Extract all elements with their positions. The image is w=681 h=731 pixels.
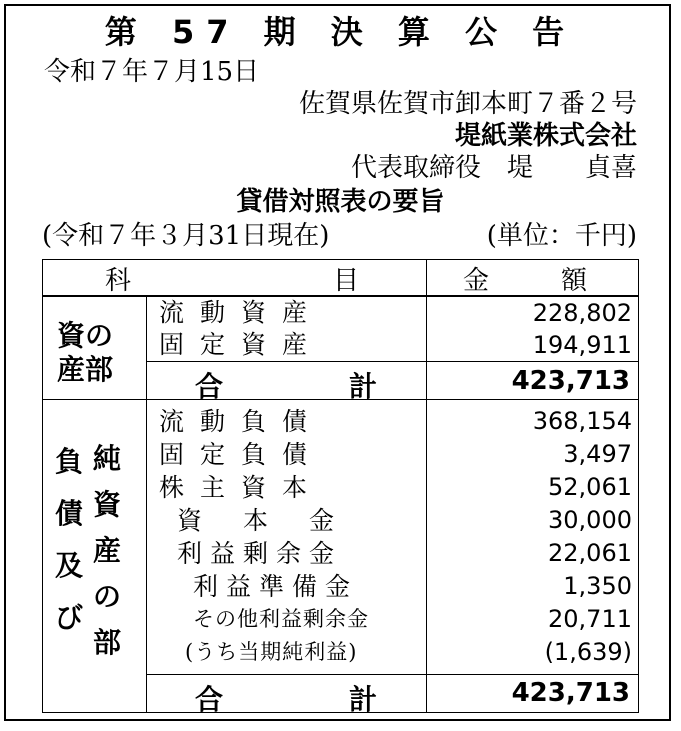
assets-total-left: 合 — [195, 370, 224, 404]
table-header-row — [43, 260, 639, 296]
liab-c2-0: 純 — [93, 442, 122, 476]
liab-c1-3: び — [55, 601, 84, 635]
liabilities-items — [147, 400, 427, 675]
liab-c1-1: 債 — [55, 497, 84, 531]
equity-item-capital: 資 本 金 — [177, 506, 343, 536]
liabilities-total-label — [147, 674, 427, 716]
assets-section-label — [43, 296, 147, 400]
liab-item-fixed: 固定負債 — [159, 440, 324, 470]
equity-item-shareholders: 株主資本 — [159, 473, 324, 503]
liab-c1-2: 及 — [55, 549, 84, 583]
notice-title: 第 57 期 決 算 公 告 — [104, 13, 577, 51]
liab-c2-2: 産 — [93, 534, 122, 568]
assets-total-label — [147, 362, 427, 404]
assets-total-value: 423,713 — [427, 362, 639, 400]
equity-item-legal-reserve: 利益準備金 — [193, 572, 359, 602]
equity-value-capital: 30,000 — [548, 506, 632, 535]
liabilities-rows — [43, 400, 639, 675]
equity-item-net-income: (うち当期純利益) — [185, 640, 358, 665]
equity-value-net-income: (1,639) — [544, 638, 632, 667]
equity-value-legal-reserve: 1,350 — [563, 572, 632, 601]
document-heading: 貸借対照表の要旨 — [236, 187, 445, 217]
liabilities-total-value: 423,713 — [427, 674, 639, 712]
assets-total-right: 計 — [349, 370, 378, 404]
equity-item-retained: 利益剰余金 — [177, 539, 343, 569]
liab-value-current: 368,154 — [532, 407, 632, 436]
assets-label-line1: 資の — [57, 318, 114, 352]
assets-values — [427, 296, 639, 362]
notice-date: 令和７年７月15日 — [44, 57, 260, 87]
liab-item-current: 流動負債 — [159, 407, 324, 437]
assets-item-fixed: 固定資産 — [159, 329, 324, 359]
liabilities-total-right: 計 — [349, 682, 378, 716]
liab-c2-3: の — [93, 580, 122, 614]
unit-note: (単位：千円) — [486, 221, 637, 251]
header-amount-right: 額 — [561, 266, 588, 297]
liabilities-total-left: 合 — [195, 682, 224, 716]
header-amount — [427, 260, 639, 296]
representative: 代表取締役 堤 貞喜 — [350, 153, 637, 183]
assets-value-fixed: 194,911 — [532, 330, 632, 359]
header-subject — [43, 260, 427, 296]
liab-c2-4: 部 — [93, 626, 122, 660]
equity-value-shareholders: 52,061 — [548, 473, 632, 502]
balance-sheet-table — [42, 259, 639, 716]
header-subject-right: 目 — [333, 266, 360, 297]
header-subject-left: 科 — [105, 266, 132, 297]
company-address: 佐賀県佐賀市卸本町７番２号 — [298, 89, 637, 119]
assets-item-current: 流動資産 — [159, 297, 324, 327]
liab-c1-0: 負 — [55, 445, 84, 479]
header-amount-left: 金 — [463, 266, 490, 297]
liab-value-fixed: 3,497 — [563, 440, 632, 469]
liabilities-section-label — [43, 400, 147, 713]
equity-value-retained: 22,061 — [548, 539, 632, 568]
assets-rows — [43, 296, 639, 362]
assets-items — [147, 296, 427, 362]
period-note: (令和７年３月31日現在) — [42, 221, 330, 251]
liabilities-values — [427, 400, 639, 675]
company-name: 堤紙業株式会社 — [454, 121, 637, 151]
equity-value-other-retained: 20,711 — [548, 605, 632, 634]
equity-item-other-retained: その他利益剰余金 — [193, 607, 369, 632]
liab-c2-1: 資 — [93, 488, 122, 522]
assets-value-current: 228,802 — [532, 298, 632, 327]
assets-label-line2: 産部 — [57, 352, 114, 386]
